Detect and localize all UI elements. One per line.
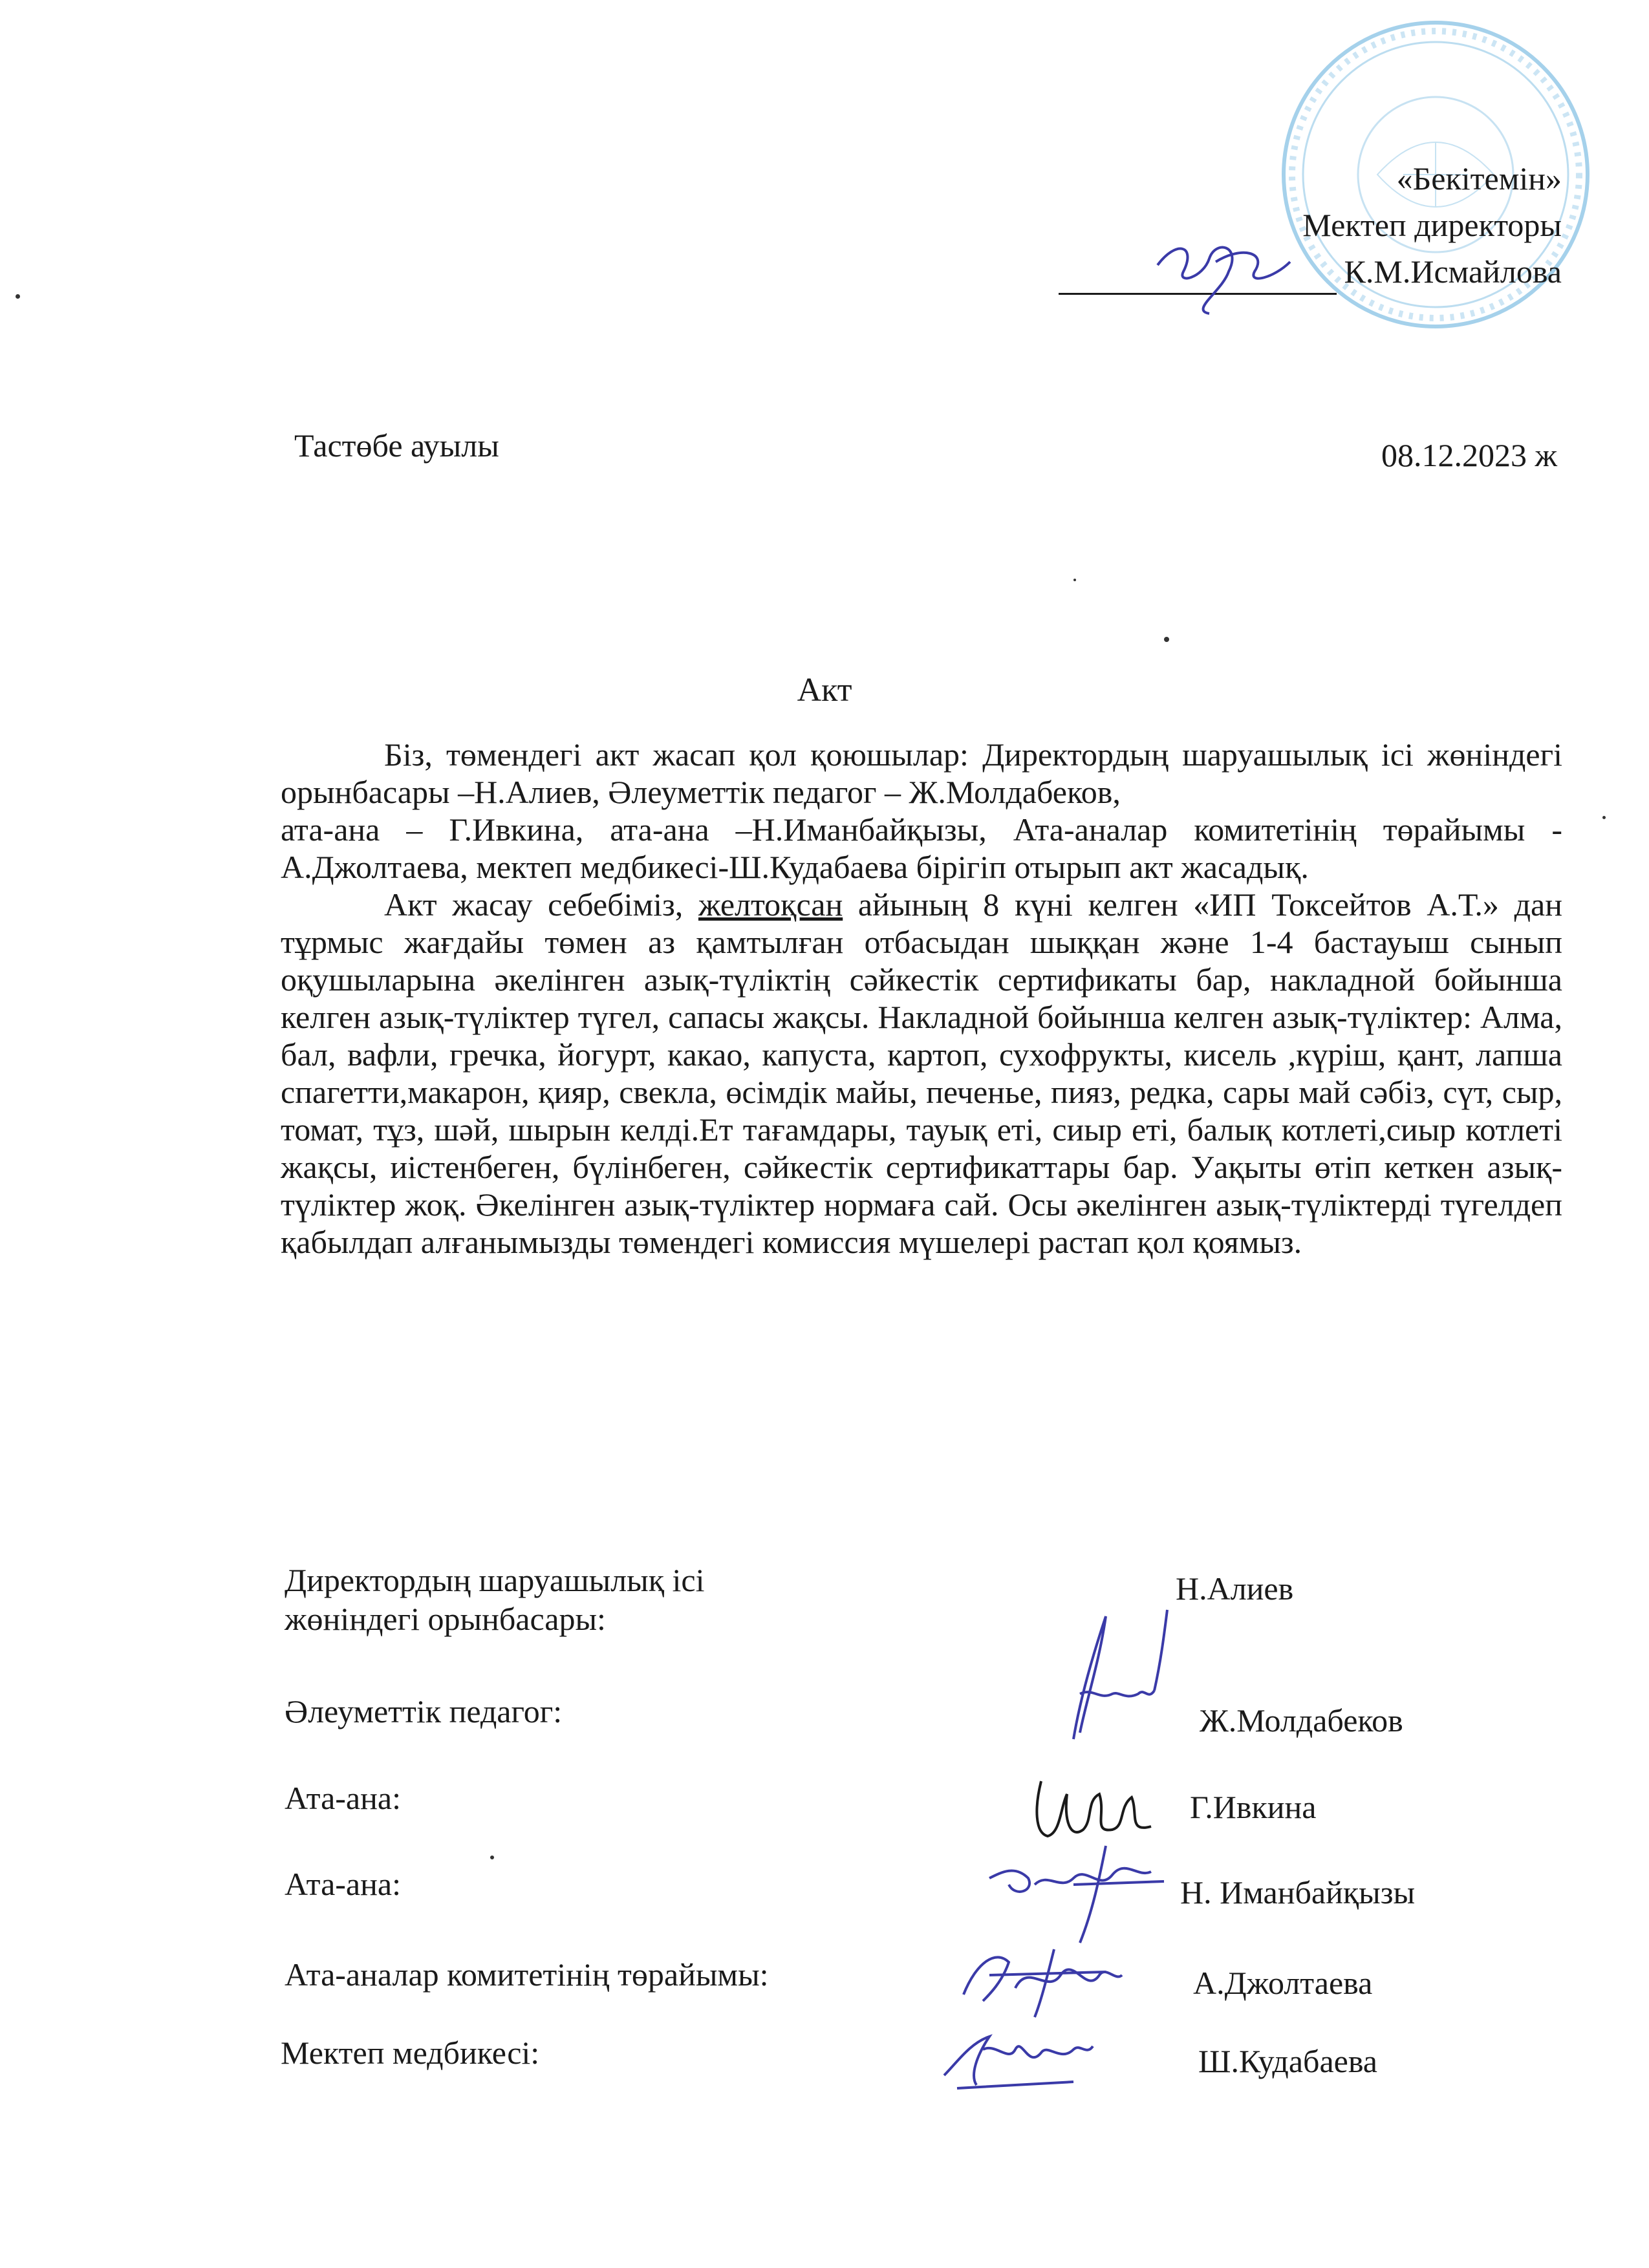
scan-speck [1164, 637, 1169, 642]
deputy-name: Н.Алиев [1176, 1570, 1294, 1607]
pedagog-label: Әлеуметтік педагог: [285, 1693, 563, 1729]
nurse-name: Ш.Кудабаева [1198, 2043, 1377, 2079]
nurse-signature [931, 2024, 1099, 2095]
place: Тастөбе ауылы [294, 427, 499, 464]
scan-speck [1073, 579, 1076, 581]
paragraph-1b: ата-ана – Г.Ивкина, ата-ана –Н.Иманбайқызы, Ата-аналар комитетінің төрайымы - А.Джолтаева, мектеп медбикесі-Ш.Кудабаева бірігіп отырып акт жасадық. [281, 811, 1562, 885]
deputy-label-2: жөніндегі орынбасары: [285, 1601, 606, 1637]
pedagog-name: Ж.Молдабеков [1200, 1702, 1403, 1738]
document-title: Акт [797, 672, 852, 709]
parent2-name: Н. Иманбайқызы [1180, 1874, 1416, 1910]
approval-name-line [1059, 248, 1562, 295]
document-date: 08.12.2023 ж [1381, 437, 1557, 473]
nurse-label: Мектеп медбикесі: [281, 2035, 540, 2071]
director-signature [1151, 226, 1300, 317]
paragraph-2-start: Акт жасау себебіміз, [384, 886, 698, 923]
parent2-signature [976, 1839, 1170, 1949]
scan-speck [16, 294, 20, 299]
pedagog-signature [1035, 1603, 1177, 1752]
parent2-label: Ата-ана: [285, 1866, 401, 1902]
deputy-label-1: Директордың шаруашылық ісі [285, 1562, 705, 1598]
paragraph-1: Біз, төмендегі акт жасап қол қоюшылар: Директордың шаруашылық ісі жөніндегі орынбасары –Н.Алиев, Әлеуметтік педагог – Ж.Молдабеков, [281, 736, 1562, 810]
parent1-label: Ата-ана: [285, 1780, 401, 1816]
approval-title: «Бекітемін» [1396, 160, 1562, 197]
chair-name: А.Джолтаева [1193, 1965, 1373, 2001]
document-body [281, 736, 1562, 1261]
scan-speck [1602, 816, 1606, 819]
approval-position: Мектеп директоры [1302, 207, 1562, 243]
chair-signature [951, 1936, 1132, 2020]
scan-speck [490, 1856, 494, 1859]
month-underlined: желтоқсан [698, 886, 843, 923]
approval-block [1059, 155, 1562, 295]
parent1-name: Г.Ивкина [1190, 1789, 1317, 1825]
chair-label: Ата-аналар комитетінің төрайымы: [285, 1956, 769, 1993]
paragraph-2-rest: айының 8 күні келген «ИП Токсейтов А.Т.» дан тұрмыс жағдайы төмен аз қамтылған отбасыдан шыққан және 1-4 бастауыш сынып оқушыларына әкелінген азық-түліктің сәйкестік сертификаты бар, накладной бойынша келген азық-түліктер түгел, сапасы жақсы. Накладной бойынша келген азық-түліктер: Алма, бал, вафли, гречка, йогурт, какао, капуста, картоп, сухофрукты, кисель ,күріш, қант, лапша спагетти,макарон, қияр, свекла, өсімдік майы, печенье, пияз, редка, сары май сәбіз, сүт, сыр, томат, тұз, шәй, шырын келді.Ет тағамдары, тауық еті, сиыр еті, балық котлеті,сиыр котлеті жақсы, иістенбеген, бүлінбеген, сәйкестік сертификаттары бар. Уақыты өтіп кеткен азық-түліктер жоқ. Әкелінген азық-түліктер нормаға сай. Осы әкелінген азық-түліктерді түгелдеп қабылдап алғанымызды төмендегі комиссия мүшелері растап қол қоямыз. [281, 886, 1562, 1260]
paragraph-2 [281, 886, 1562, 1261]
approval-name: К.М.Исмайлова [1344, 253, 1562, 290]
